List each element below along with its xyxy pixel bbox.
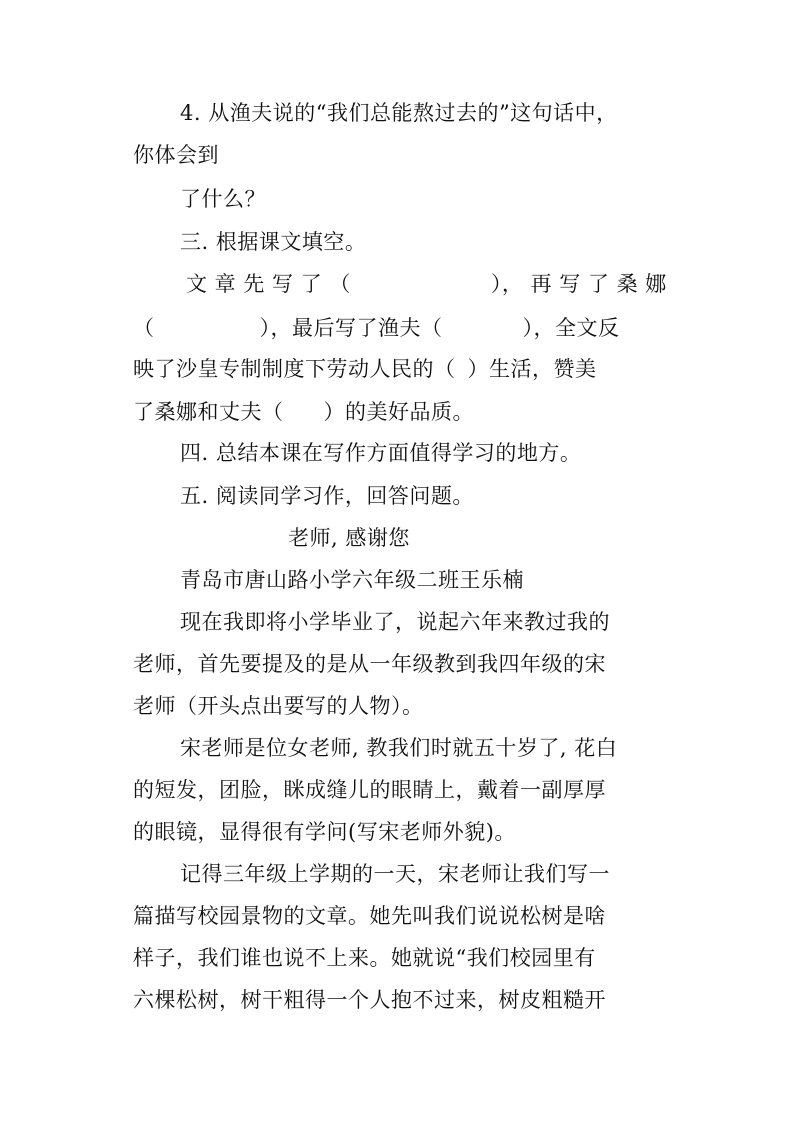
essay-author: 青岛市唐山路小学六年级二班王乐楠 <box>180 568 524 592</box>
fill-line-4-a: 了桑娜和丈夫（ <box>133 400 284 424</box>
fill-line-3-a: 映了沙皇专制制度下劳动人民的（ <box>133 357 456 381</box>
paragraph-2-line-1: 宋老师是位女老师, 教我们时就五十岁了, 花白 <box>180 736 618 760</box>
paragraph-1-line-1: 现在我即将小学毕业了，说起六年来教过我的 <box>180 610 610 634</box>
q4-line-2: 你体会到 <box>133 143 219 167</box>
q4-line-3: 了什么？ <box>180 187 266 211</box>
paragraph-1-line-2: 老师，首先要提及的是从一年级教到我四年级的宋 <box>133 652 606 676</box>
paragraph-2-line-2: 的短发，团脸，眯成缝儿的眼睛上，戴着一副厚厚 <box>133 778 606 802</box>
q4-line-1: 4. 从渔夫说的“我们总能熬过去的”这句话中， <box>180 101 618 125</box>
paragraph-3-line-1: 记得三年级上学期的一天，宋老师让我们写一 <box>180 862 610 886</box>
section-3-title: 三. 根据课文填空。 <box>180 230 367 254</box>
fill-line-2-a: （ <box>133 316 155 340</box>
fill-line-4-b: ）的美好品质。 <box>323 400 474 424</box>
section-5-title: 五. 阅读同学习作，回答问题。 <box>180 484 474 508</box>
paragraph-2-line-3: 的眼镜，显得很有学问(写宋老师外貌)。 <box>133 820 516 844</box>
fill-line-2 <box>133 313 620 343</box>
fill-line-3 <box>133 354 597 384</box>
fill-line-1-a: 文 章 先 写 了 （ <box>186 272 351 296</box>
paragraph-3-line-2: 篇描写校园景物的文章。她先叫我们说说松树是啥 <box>133 904 606 928</box>
fill-line-1-b: ）， 再 写 了 桑 娜 <box>490 272 667 296</box>
section-4-title: 四. 总结本课在写作方面值得学习的地方。 <box>180 441 582 465</box>
fill-line-3-b: ）生活，赞美 <box>467 357 597 381</box>
fill-line-1 <box>186 269 667 299</box>
fill-line-4 <box>133 397 474 427</box>
paragraph-1-line-3: 老师（开头点出要写的人物）。 <box>133 694 424 718</box>
fill-line-2-c: ），全文反 <box>522 316 620 340</box>
paragraph-3-line-3: 样子，我们谁也说不上来。她就说“我们校园里有 <box>133 946 596 970</box>
essay-title: 老师, 感谢您 <box>288 526 410 550</box>
fill-line-2-b: ），最后写了渔夫（ <box>259 316 443 340</box>
paragraph-3-line-4: 六棵松树，树干粗得一个人抱不过来，树皮粗糙开 <box>133 988 606 1012</box>
